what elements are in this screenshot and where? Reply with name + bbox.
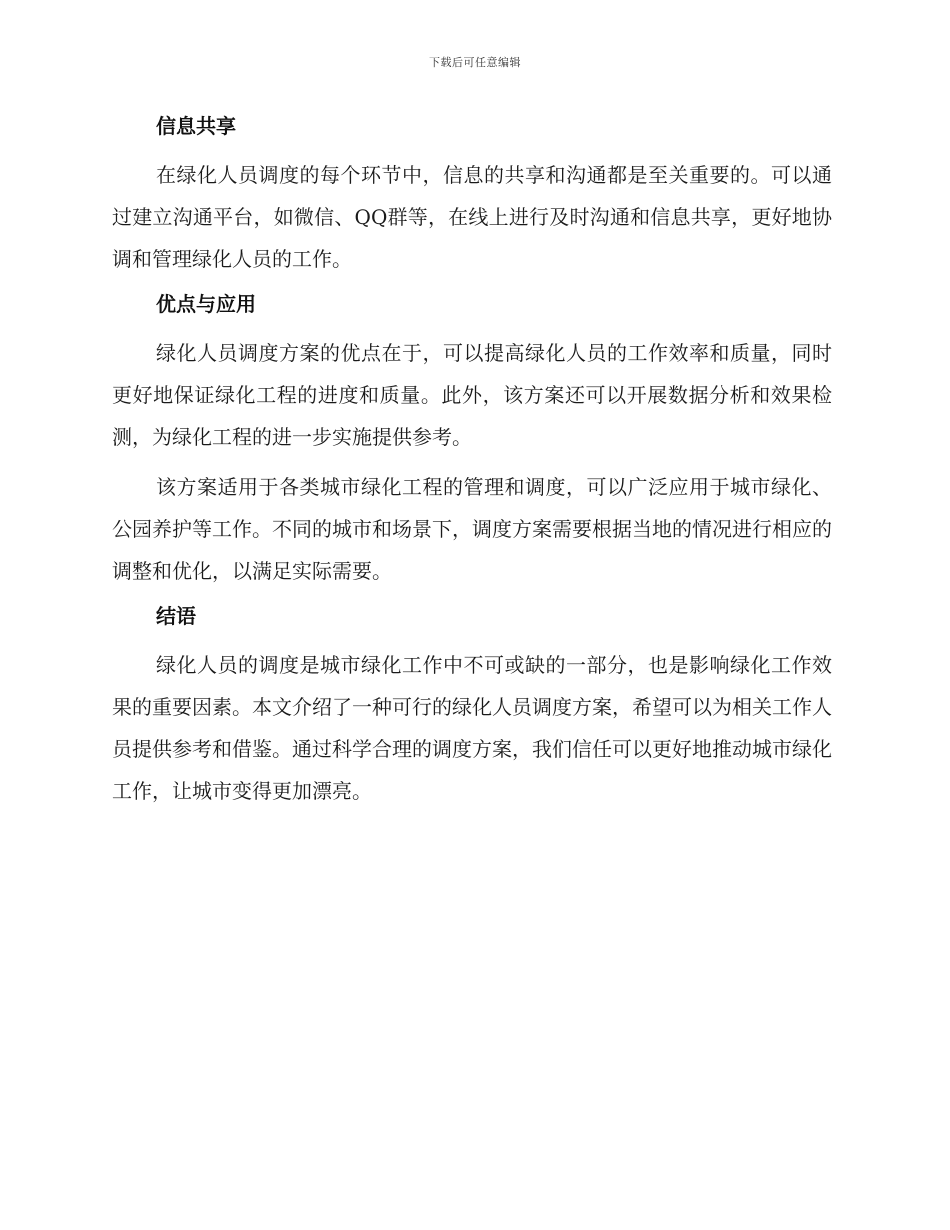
header-note: 下载后可任意编辑: [429, 56, 521, 69]
paragraph: 绿化人员调度方案的优点在于，可以提高绿化人员的工作效率和质量，同时更好地保证绿化工程的进度和质量。此外，该方案还可以开展数据分析和效果检测，为绿化工程的进一步实施提供参考。: [112, 341, 832, 449]
document-body: [112, 112, 832, 820]
section-heading-advantages-application: 优点与应用: [156, 292, 256, 316]
section-heading-info-sharing: 信息共享: [156, 114, 236, 138]
paragraph: 该方案适用于各类城市绿化工程的管理和调度，可以广泛应用于城市绿化、公园养护等工作。不同的城市和场景下，调度方案需要根据当地的情况进行相应的调整和优化，以满足实际需要。: [112, 475, 832, 583]
section-heading-conclusion: 结语: [156, 604, 196, 628]
paragraph: 在绿化人员调度的每个环节中，信息的共享和沟通都是至关重要的。可以通过建立沟通平台，如微信、QQ群等，在线上进行及时沟通和信息共享，更好地协调和管理绿化人员的工作。: [112, 163, 832, 271]
paragraph: 绿化人员的调度是城市绿化工作中不可或缺的一部分，也是影响绿化工作效果的重要因素。本文介绍了一种可行的绿化人员调度方案，希望可以为相关工作人员提供参考和借鉴。通过科学合理的调度方案，我们信任可以更好地推动城市绿化工作，让城市变得更加漂亮。: [112, 653, 832, 803]
